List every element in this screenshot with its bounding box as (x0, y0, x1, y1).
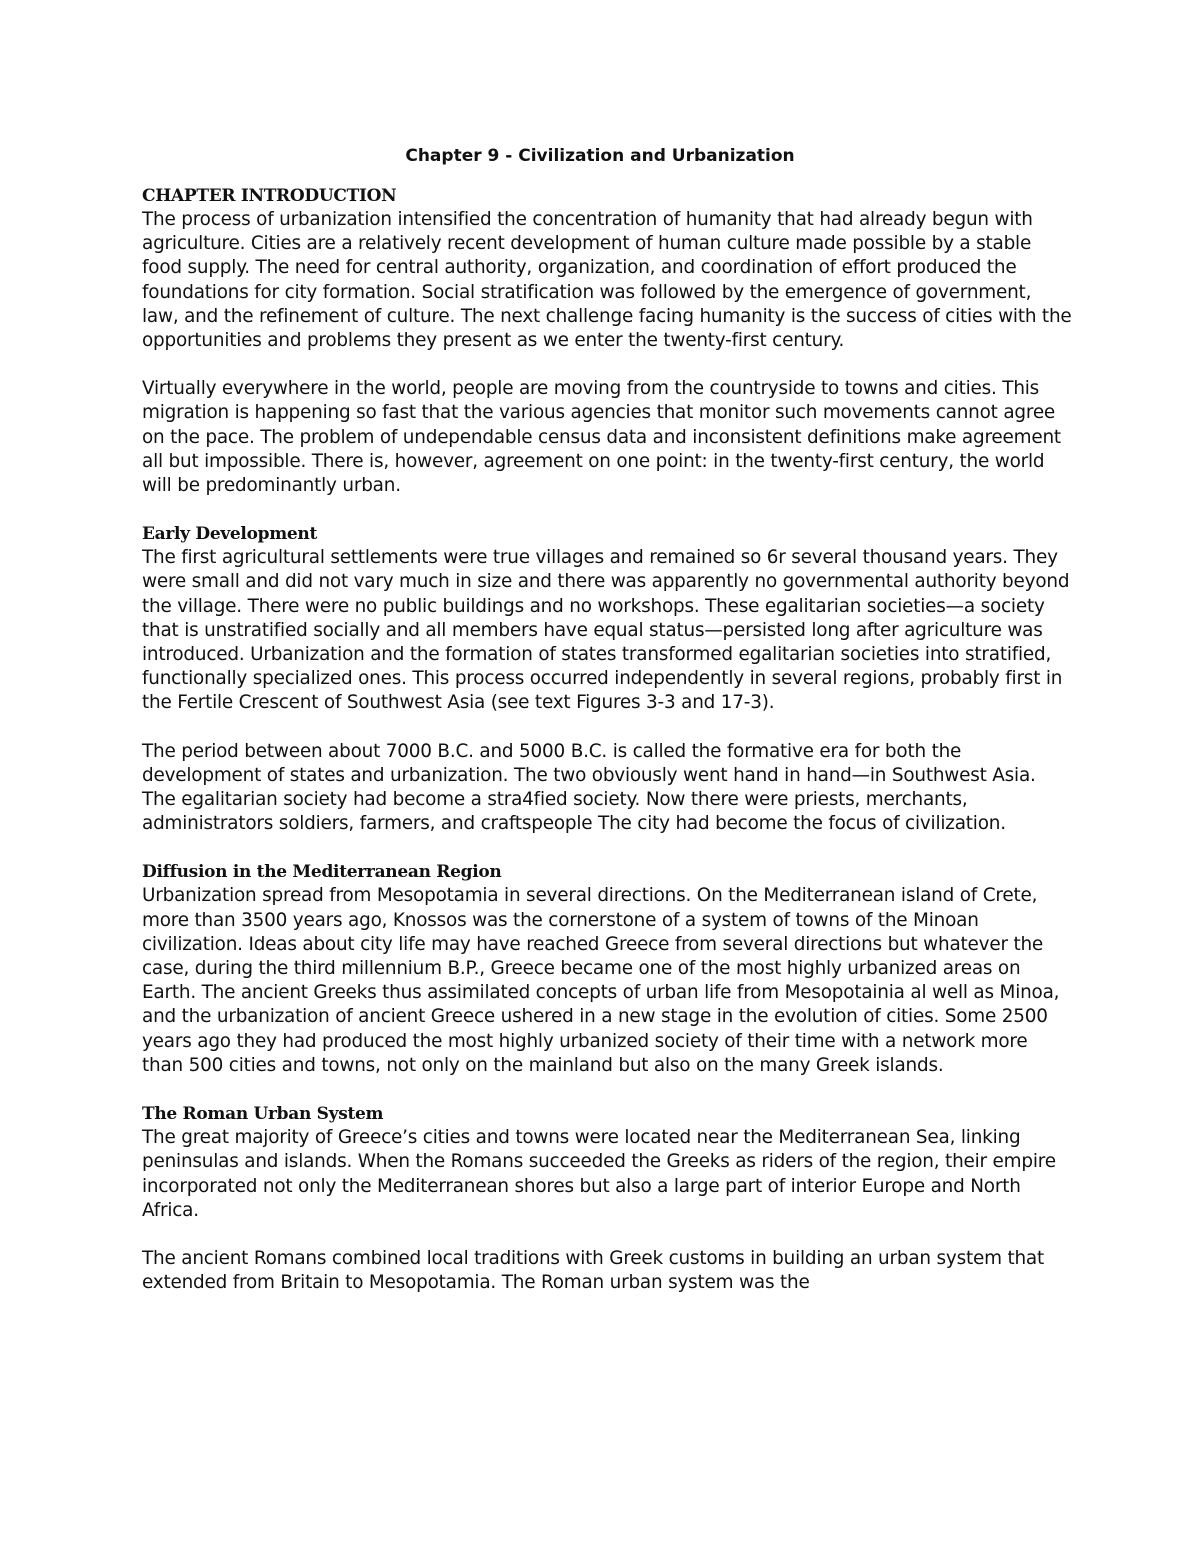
section-heading: The Roman Urban System (142, 1104, 384, 1125)
section-heading: CHAPTER INTRODUCTION (142, 186, 397, 206)
paragraph: The process of urbanization intensified the concentration of humanity that had already begun with agriculture. Cities are a relatively recent development of human culture made possible by a stable food supply. The need for central authority, organization, and coordination of effort produced the foundations for city formation. Social stratification was followed by the emergence of government, law, and the refinement of culture. The next challenge facing humanity is the success of cities with the opportunities and problems they present as we enter the twenty-first century. (142, 209, 1072, 352)
section-early-development (142, 522, 1072, 836)
section-heading: Diffusion in the Mediterranean Region (142, 862, 502, 883)
section-diffusion-mediterranean (142, 860, 1072, 1078)
paragraph: The great majority of Greece’s cities and towns were located near the Mediterranean Sea, linking peninsulas and islands. When the Romans succeeded the Greeks as riders of the region, their empire incorporated not only the Mediterranean shores but also a large part of interior Europe and North Africa. (142, 1127, 1056, 1221)
section-chapter-introduction (142, 184, 1072, 498)
paragraph: Virtually everywhere in the world, people are moving from the countryside to towns and cities. This migration is happening so fast that the various agencies that monitor such movements cannot agree on the pace. The problem of undependable census data and inconsistent definitions make agreement all but impossible. There is, however, agreement on one point: in the twenty-first century, the world will be predominantly urban. (142, 378, 1061, 497)
paragraph: Urbanization spread from Mesopotamia in several directions. On the Mediterranean island of Crete, more than 3500 years ago, Knossos was the cornerstone of a system of towns of the Minoan civilization. Ideas about city life may have reached Greece from several directions but whatever the case, during the third millennium B.P., Greece became one of the most highly urbanized areas on Earth. The ancient Greeks thus assimilated concepts of urban life from Mesopotainia al well as Minoa, and the urbanization of ancient Greece ushered in a new stage in the evolution of cities. Some 2500 years ago they had produced the most highly urbanized society of their time with a network more than 500 cities and towns, not only on the mainland but also on the many Greek islands. (142, 885, 1060, 1076)
paragraph: The first agricultural settlements were true villages and remained so 6r several thousand years. They were small and did not vary much in size and there was apparently no governmental authority beyond the village. There were no public buildings and no workshops. These egalitarian societies—a society that is unstratified socially and all members have equal status—persisted long after agriculture was introduced. Urbanization and the formation of states transformed egalitarian societies into stratified, functionally specialized ones. This process occurred independently in several regions, probably first in the Fertile Crescent of Southwest Asia (see text Figures 3-3 and 17-3). (142, 547, 1070, 714)
document-body (142, 184, 1072, 1295)
document-title: Chapter 9 - Civilization and Urbanization (405, 146, 795, 166)
section-heading: Early Development (142, 524, 318, 545)
paragraph: The period between about 7000 B.C. and 5000 B.C. is called the formative era for both the development of states and urbanization. The two obviously went hand in hand—in Southwest Asia. The egalitarian society had become a stra4fied society. Now there were priests, merchants, administrators soldiers, farmers, and craftspeople The city had become the focus of civilization. (142, 740, 1036, 835)
paragraph: The ancient Romans combined local traditions with Greek customs in building an urban system that extended from Britain to Mesopotamia. The Roman urban system was the (142, 1247, 1045, 1294)
section-roman-urban-system (142, 1102, 1072, 1295)
